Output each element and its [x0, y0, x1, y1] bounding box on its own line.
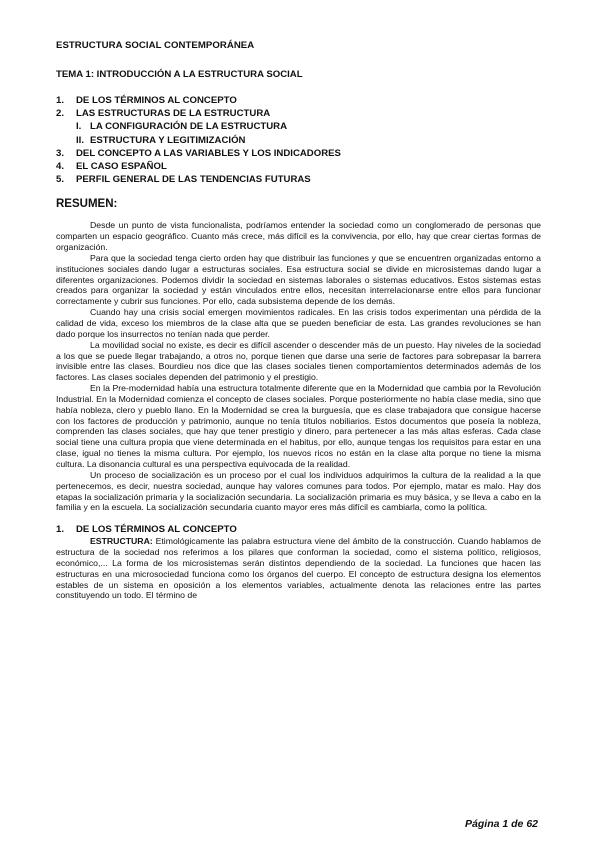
section-paragraph: ESTRUCTURA: Etimológicamente las palabra estructura viene del ámbito de la construcción. Cuando hablamos de estructura de la sociedad nos referimos a los pilares que conforman la sociedad, como el sistema político, religiosos, económico,... La forma de los microsistemas serán distintos dependiendo de la sociedad. La funciones que hacen las estructuras en una microsociedad funciona como los órganos del cuerpo. El concepto de estructura designa los elementos estables de un sistema en oposición a los elementos variables, actualmente denota las relaciones entre las partes constituyendo un todo. El término de — [56, 536, 541, 601]
toc-subitem: II. ESTRUCTURA Y LEGITIMIZACIÓN — [76, 134, 246, 146]
toc-subitem: I. LA CONFIGURACIÓN DE LA ESTRUCTURA — [76, 121, 288, 133]
tema-heading: TEMA 1: INTRODUCCIÓN A LA ESTRUCTURA SOCIAL — [56, 69, 303, 80]
toc-item: 5. PERFIL GENERAL DE LAS TENDENCIAS FUTURAS — [56, 174, 311, 186]
resumen-heading: RESUMEN: — [56, 198, 118, 211]
toc-item: 1. DE LOS TÉRMINOS AL CONCEPTO — [56, 95, 237, 106]
toc-item: 4. EL CASO ESPAÑOL — [56, 161, 167, 173]
term-label: ESTRUCTURA: — [90, 536, 153, 547]
resumen-paragraph: Desde un punto de vista funcionalista, podríamos entender la sociedad como un conglomerado de personas que comparten un espacio geográfico. Cuanto más crece, más difícil es la convivencia, por ello, hay que crear ciertas formas de organización. — [56, 220, 541, 253]
toc-item: 2. LAS ESTRUCTURAS DE LA ESTRUCTURA — [56, 108, 271, 120]
document-title: ESTRUCTURA SOCIAL CONTEMPORÁNEA — [56, 40, 255, 51]
section-heading: 1. DE LOS TÉRMINOS AL CONCEPTO — [56, 524, 237, 536]
toc-item: 3. DEL CONCEPTO A LAS VARIABLES Y LOS INDICADORES — [56, 147, 341, 159]
resumen-paragraph: La movilidad social no existe, es decir es difícil ascender o descender más de un puesto. Hay niveles de la sociedad a los que se puede llegar trabajando, a otros no, porque tienen que darse una serie de factores para sobrepasar la barrera invisible entre las clases. Bourdieu nos dice que las clases sociales tienen comportamientos determinados además de los factores. Las clases sociales dependen del patrimonio y el prestigio. — [56, 339, 541, 383]
resumen-paragraph: Cuando hay una crisis social emergen movimientos radicales. En las crisis todos experimentan una pérdida de la calidad de vida, exceso los miembros de la clase alta que se pueden beneficiar de esta. Las grandes revoluciones se han dado porque los insurrectos no tenían nada que perder. — [56, 307, 541, 339]
resumen-paragraph: Para que la sociedad tenga cierto orden hay que distribuir las funciones y que se encuentren organizadas entorno a instituciones sociales dando lugar a estructuras sociales. Esa estructura social se divide en microsistemas dando lugar a diferentes organizaciones. Podemos dividir la sociedad en sistemas laborales o sistemas educativos. Estos sistemas estas creados para organizar la sociedad y están vinculados entre ellos, necesitan interrelacionarse entre ellos para funcionar correctamente y cubrir sus funciones. Por ello, cada subsistema depende de los demás. — [56, 252, 541, 307]
resumen-paragraph: Un proceso de socialización es un proceso por el cual los individuos adquirimos la cultura de la realidad a la que pertenecemos, es decir, nuestra sociedad, aunque hay valores comunes para todos. Por ejemplo, matar es malo. Hay dos etapas la socialización primaria y la socialización secundaria. La socialización primaria es muy básica, y se lleva a cabo en la familia y en la escuela. La socialización secundaria cuanto mayor eres más difícil es cambiarla, como la política. — [56, 469, 541, 513]
resumen-paragraph: En la Pre-modernidad había una estructura totalmente diferente que en la Modernidad que cambia por la Revolución Industrial. En la Modernidad comienza el concepto de clases sociales. Porque posteriormente no había clase media, sino que había nobleza, clero y pueblo llano. En la Modernidad se crea la burguesía, que es clase trabajadora que consigue hacerse con los factores de producción y patrimonio, aunque no tenía títulos nobiliarios. Estos documentos que poseía la nobleza, comprenden las clases sociales, que hay que tener prestigio y dinero, para pertenecer a las más altas esferas. Cada clase social tiene una cultura propia que viene determinada en el habitus, por ello, aunque tengas los requisitos para estar en una clase, igual no tienes la misma cultura. Por ejemplo, los nuevos ricos no están en la clase alta porque no tiene la misma cultura. La disonancia cultural es una perspectiva equivocada de la realidad. — [56, 383, 541, 469]
page-number: Página 1 de 62 — [465, 818, 538, 830]
table-of-contents — [56, 94, 541, 186]
document-page — [56, 40, 541, 601]
